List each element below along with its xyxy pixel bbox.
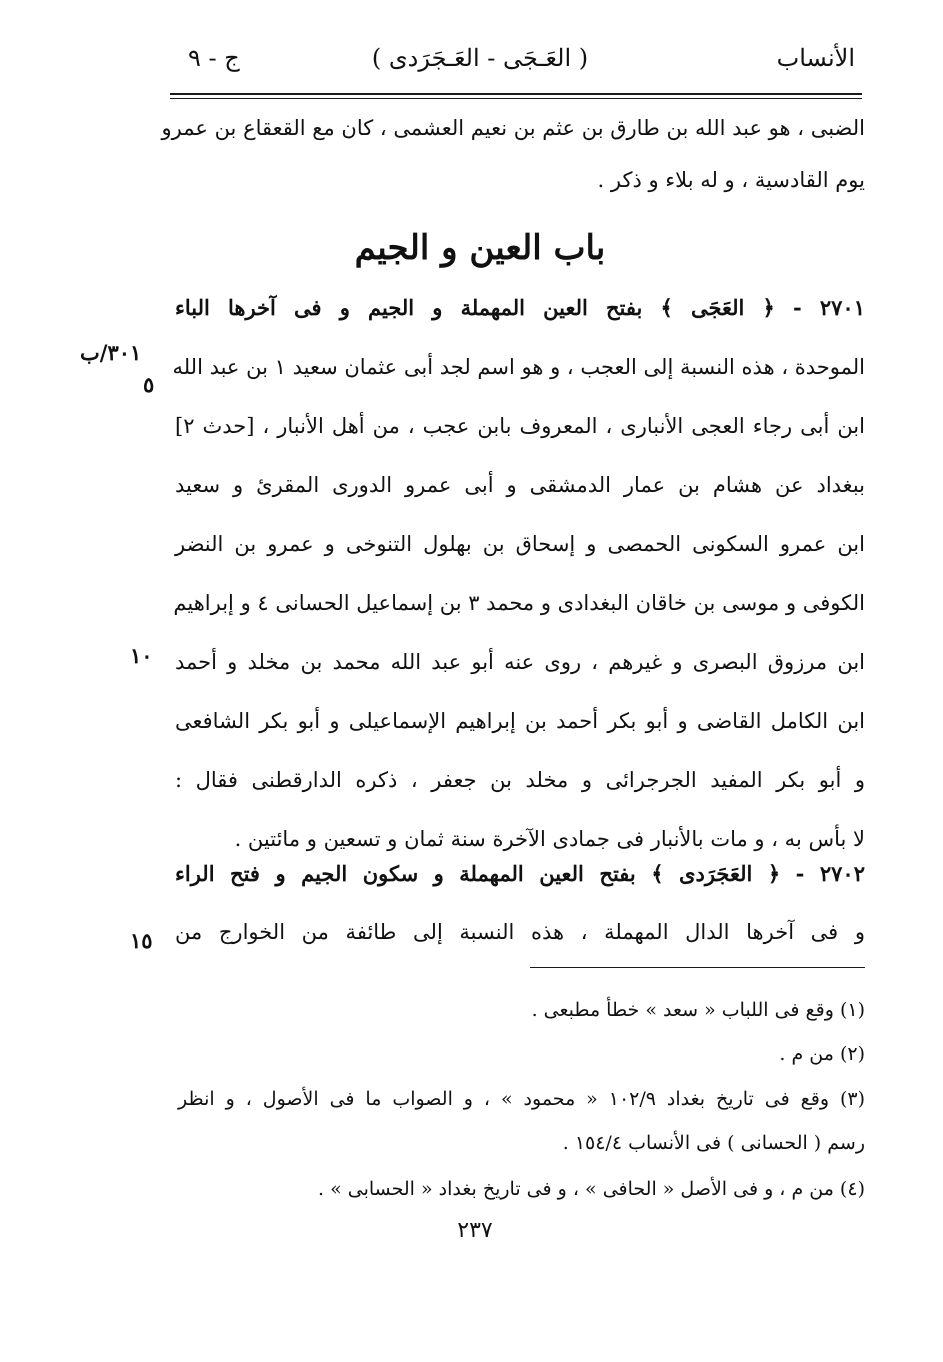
volume-label: ج - ٩ <box>188 44 240 72</box>
line-number: ١٠ <box>130 643 153 668</box>
text-line: الضبى ، هو عبد الله بن طارق بن عثم بن نعيم العشمى ، كان مع القعقاع بن عمرو <box>161 116 865 140</box>
text-line: و أبو بكر المفيد الجرجرائى و مخلد بن جعفر ، ذكره الدارقطنى فقال : <box>175 768 865 792</box>
page-number: ٢٣٧ <box>457 1218 493 1243</box>
footnote-3-continuation: رسم ( الحسانى ) فى الأنساب ١٥٤/٤ . <box>562 1132 865 1154</box>
folio-marker: ٣٠١/ب <box>80 340 142 365</box>
footnote-3: (٣) وقع فى تاريخ بغداد ١٠٢/٩ « محمود » ، و الصواب ما فى الأصول ، و انظر <box>178 1088 865 1110</box>
footnote-2: (٢) من م . <box>779 1043 865 1065</box>
text-line: ببغداد عن هشام بن عمار الدمشقى و أبى عمرو الدورى المقرئ و سعيد <box>175 473 865 497</box>
text-line: الكوفى و موسى بن خاقان البغدادى و محمد ٣ بن إسماعيل الحسانى ٤ و إبراهيم <box>173 591 865 615</box>
line-number: ١٥ <box>130 928 153 953</box>
text-line: لا بأس به ، و مات بالأنبار فى جمادى الآخرة سنة ثمان و تسعين و مائتين . <box>234 827 865 851</box>
text-line: ابن الكامل القاضى و أبو بكر أحمد بن إبراهيم الإسماعيلى و أبو بكر الشافعى <box>175 709 865 733</box>
entry-headline: ٢٧٠٢ - ﴿ العَجَرَدى ﴾ بفتح العين المهملة و سكون الجيم و فتح الراء <box>175 861 865 886</box>
running-title: ( العَـجَى - العَـجَرَدى ) <box>371 44 589 72</box>
text-line: الموحدة ، هذه النسبة إلى العجب ، و هو اسم لجد أبى عثمان سعيد ١ بن عبد الله <box>172 355 865 379</box>
text-line: ابن أبى رجاء العجى الأنبارى ، المعروف بابن عجب ، من أهل الأنبار ، [حدث ٢] <box>175 414 865 438</box>
text-line: و فى آخرها الدال المهملة ، هذه النسبة إلى طائفة من الخوارج من <box>175 920 865 944</box>
text-line: يوم القادسية ، و له بلاء و ذكر . <box>597 168 865 192</box>
text-line: ابن مرزوق البصرى و غيرهم ، روى عنه أبو عبد الله محمد بن مخلد و أحمد <box>175 650 865 674</box>
footnote-4: (٤) من م ، و فى الأصل « الحافى » ، و فى تاريخ بغداد « الحسابى » . <box>317 1178 865 1200</box>
line-number: ٥ <box>143 372 155 397</box>
book-title: الأنساب <box>776 44 855 72</box>
header-rule-thin <box>170 98 862 99</box>
section-heading: باب العين و الجيم <box>354 228 606 268</box>
header-rule <box>170 93 862 95</box>
text-line: ابن عمرو السكونى الحمصى و إسحاق بن بهلول التنوخى و عمرو بن النضر <box>175 532 865 556</box>
footnote-1: (١) وقع فى اللباب « سعد » خطأ مطبعى . <box>531 999 865 1021</box>
entry-headline: ٢٧٠١ - ﴿ العَجَى ﴾ بفتح العين المهملة و الجيم و فى آخرها الباء <box>175 295 865 320</box>
footnote-rule <box>530 967 865 968</box>
